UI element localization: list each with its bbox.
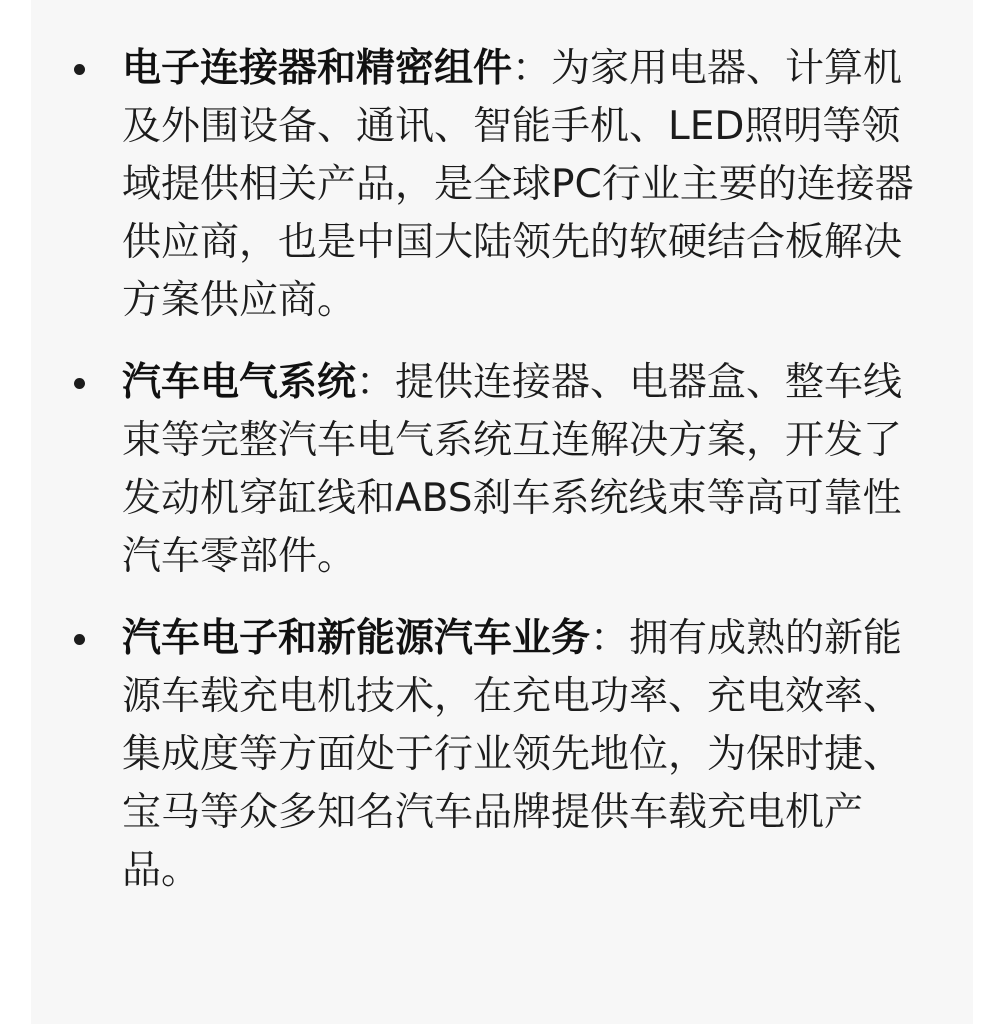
item-description: 拥有成熟的新能源车载充电机技术，在充电功率、充电效率、集成度等方面处于行业领先地位，为保时捷、宝马等众多知名汽车品牌提供车载充电机产品。 (122, 616, 903, 893)
bullet-dot (74, 64, 85, 75)
list-item-auto-electrical (31, 354, 973, 586)
item-description: 为家用电器、计算机及外围设备、通讯、智能手机、LED照明等领域提供相关产品，是全球PC行业主要的连接器供应商，也是中国大陆领先的软硬结合板解决方案供应商。 (122, 46, 914, 323)
bullet-dot (74, 378, 85, 389)
item-term: 电子连接器和精密组件 (122, 46, 513, 91)
item-term: 汽车电气系统 (122, 360, 357, 405)
item-description: 提供连接器、电器盒、整车线束等完整汽车电气系统互连解决方案，开发了发动机穿缸线和ABS刹车系统线束等高可靠性汽车零部件。 (122, 360, 903, 579)
item-separator: ： (590, 616, 630, 661)
item-separator: ： (512, 46, 552, 91)
bullet-dot (74, 634, 85, 645)
list-item-connectors (31, 40, 973, 330)
item-term: 汽车电子和新能源汽车业务 (122, 616, 591, 661)
item-separator: ： (356, 360, 396, 405)
business-list (31, 40, 973, 924)
list-item-auto-electronics-nev (31, 610, 973, 900)
content-panel (31, 0, 973, 1024)
